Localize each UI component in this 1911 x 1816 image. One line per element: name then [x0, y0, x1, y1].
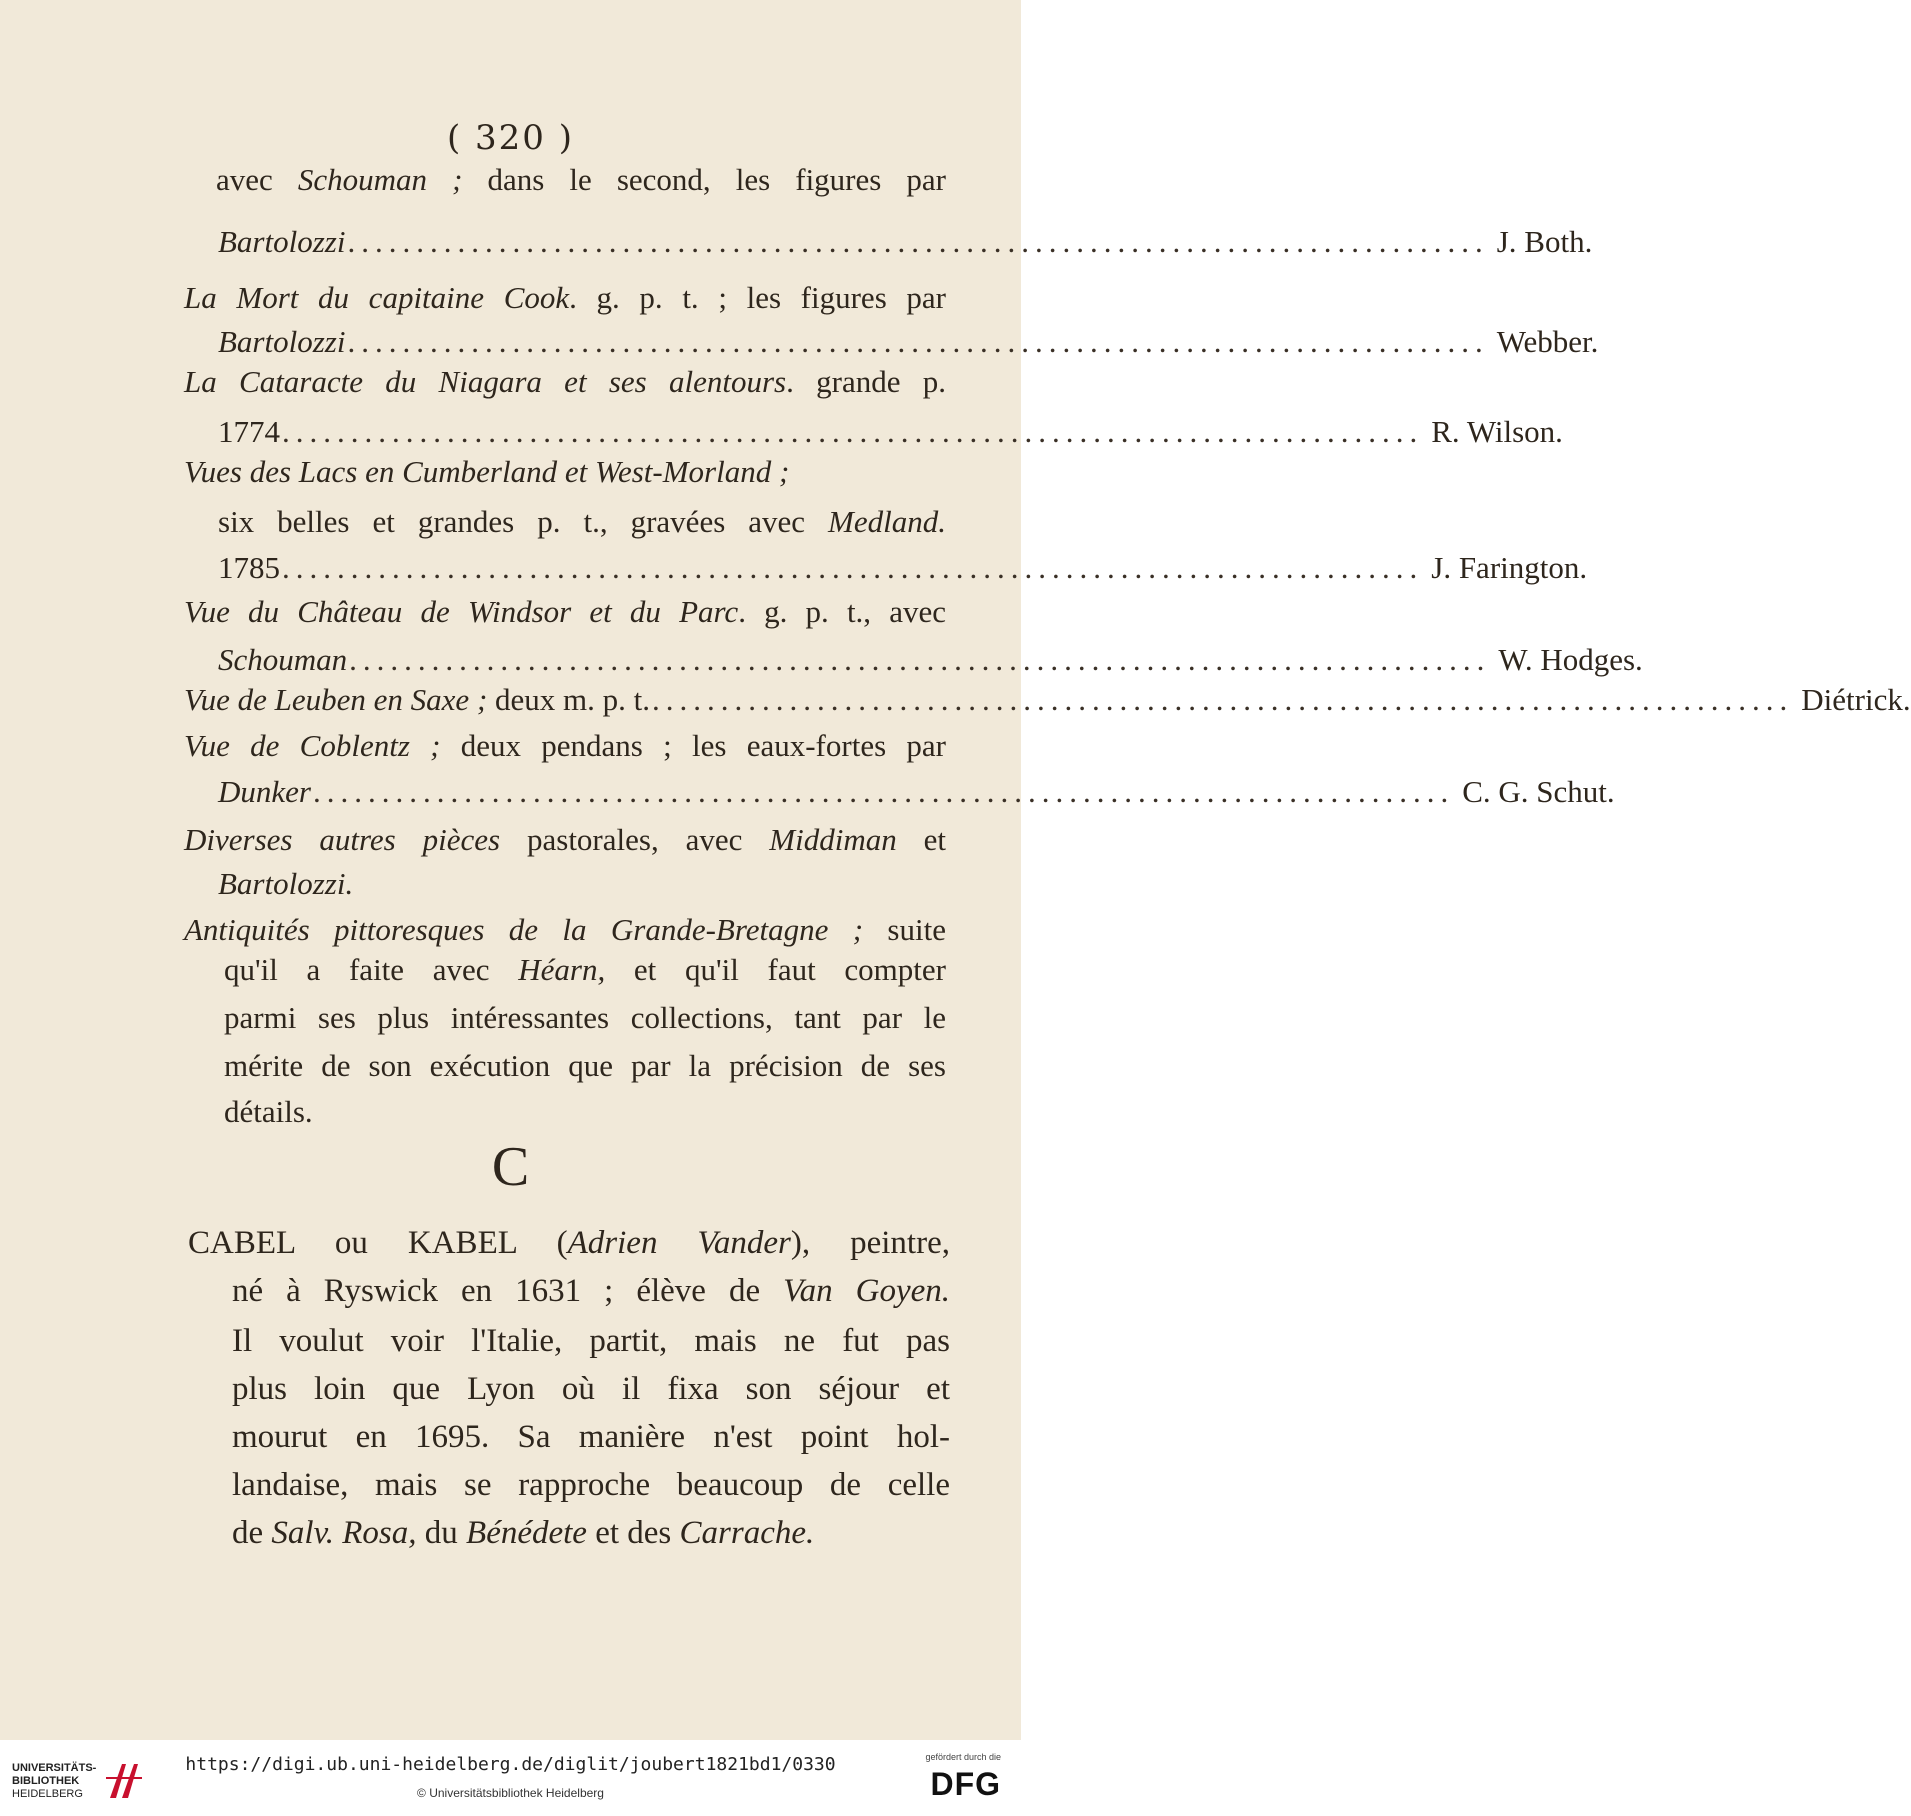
artist-name: Bartolozzi: [218, 224, 346, 259]
bio-line: [232, 1510, 950, 1556]
bio-line: Il voulut voir l'Italie, partit, mais ne fut pas: [232, 1323, 950, 1359]
library-name-line: BIBLIOTHEK: [12, 1775, 80, 1787]
artist-name: Middiman: [769, 822, 897, 857]
artist-name: Bartolozzi: [218, 324, 346, 359]
entry-line: [218, 502, 946, 542]
text-span: dans le second, les figures par: [462, 162, 946, 197]
page-number: ( 320 ): [446, 118, 575, 158]
text-span: pastorales, avec: [500, 822, 770, 857]
dot-leader: ...................................................................................: [349, 642, 1491, 677]
painter-name: J. Both.: [1496, 224, 1593, 259]
entry-line: détails.: [224, 1094, 313, 1129]
year: 1774: [218, 414, 280, 449]
work-title: Diverses autres pièces: [184, 822, 501, 857]
entry-line: [218, 772, 1615, 812]
text-span: CABEL ou KABEL (: [188, 1225, 568, 1261]
entry-line: [184, 452, 946, 492]
work-title: Vues des Lacs en Cumberland et West-Morland ;: [184, 454, 790, 489]
bio-line: plus loin que Lyon où il fixa son séjour et: [232, 1371, 950, 1407]
text-span: avec: [216, 162, 298, 197]
bio-line: [188, 1220, 950, 1266]
text-span: de: [232, 1515, 272, 1551]
artist-name: Salv. Rosa,: [271, 1515, 417, 1551]
text-span: ), peintre,: [790, 1225, 950, 1261]
entry-line: [184, 680, 1911, 720]
entry-line: [224, 950, 946, 990]
artist-name: Schouman ;: [297, 162, 463, 197]
text-span: et: [896, 822, 947, 857]
artist-name: Medland.: [828, 504, 946, 539]
work-title: Vue de Coblentz ;: [184, 728, 441, 763]
dot-leader: ...................................................................................: [347, 324, 1489, 359]
text-span: né à Ryswick en 1631 ; élève de: [232, 1273, 784, 1309]
entry-line: [218, 864, 946, 904]
dfg-logo[interactable]: DFG: [930, 1766, 1001, 1802]
entry-line: [184, 910, 946, 950]
text-span: du: [416, 1515, 467, 1551]
entry-line: parmi ses plus intéressantes collections, tant par le: [224, 1000, 946, 1035]
text-span: et des: [586, 1515, 680, 1551]
work-title: La Mort du capitaine Cook: [184, 280, 570, 315]
work-title: Antiquités pittoresques de la Grande-Bretagne ;: [184, 912, 864, 947]
dot-leader: ...................................................................................: [312, 774, 1455, 809]
artist-name: Carrache.: [679, 1515, 815, 1551]
painter-name: Webber.: [1496, 324, 1599, 359]
year: 1785: [218, 550, 280, 585]
artist-name: Dunker: [218, 774, 311, 809]
bio-line: mourut en 1695. Sa manière n'est point hol-: [232, 1419, 950, 1455]
entry-line: [218, 412, 1563, 452]
painter-name: Diétrick.: [1801, 682, 1911, 717]
artist-name: Van Goyen.: [783, 1273, 950, 1309]
artist-name: Bartolozzi.: [218, 866, 354, 901]
artist-name: Bénédete: [466, 1515, 587, 1551]
dot-leader: ...................................................................................: [652, 682, 1794, 717]
dot-leader: ...................................................................................: [282, 414, 1424, 449]
text-span: deux pendans ; les eaux-fortes par: [440, 728, 946, 763]
text-span: . grande p.: [786, 364, 947, 399]
text-span: suite: [863, 912, 946, 947]
bio-line: landaise, mais se rapproche beaucoup de celle: [232, 1467, 950, 1503]
work-title: Vue de Leuben en Saxe ;: [184, 682, 488, 717]
artist-name: Schouman: [218, 642, 348, 677]
work-title: La Cataracte du Niagara et ses alentours: [184, 364, 787, 399]
painter-name: J. Farington.: [1431, 550, 1588, 585]
painter-name: C. G. Schut.: [1462, 774, 1615, 809]
entry-line: [184, 362, 946, 402]
entry-line: [184, 726, 946, 766]
text-span: six belles et grandes p. t., gravées avec: [218, 504, 829, 539]
work-title: Vue du Château de Windsor et du Parc: [184, 594, 739, 629]
viewer-footer: [0, 1740, 1021, 1816]
dot-leader: ...................................................................................: [282, 550, 1424, 585]
entry-line: [218, 548, 1588, 588]
entry-line: [184, 820, 946, 860]
entry-line: [184, 278, 946, 318]
library-name-line: HEIDELBERG: [12, 1788, 83, 1800]
entry-line: [218, 322, 1599, 362]
section-letter: C: [491, 1136, 530, 1198]
artist-name: Héarn,: [518, 952, 606, 987]
bio-line: [232, 1268, 950, 1314]
library-name-line: UNIVERSITÄTS-: [12, 1762, 97, 1774]
entry-line: [218, 640, 1643, 680]
entry-line: [184, 592, 946, 632]
text-span: . g. p. t., avec: [738, 594, 947, 629]
entry-line: [218, 222, 1593, 262]
copyright-notice: © Universitätsbibliothek Heidelberg: [417, 1786, 604, 1800]
text-span: . g. p. t. ; les figures par: [569, 280, 946, 315]
dot-leader: ...................................................................................: [347, 224, 1489, 259]
permalink-url[interactable]: https://digi.ub.uni-heidelberg.de/diglit/joubert1821bd1/0330: [185, 1754, 836, 1775]
entry-line: [216, 160, 946, 200]
funder-caption: gefördert durch die: [925, 1752, 1001, 1762]
artist-name: Adrien Vander: [567, 1225, 791, 1261]
painter-name: W. Hodges.: [1498, 642, 1643, 677]
entry-line: mérite de son exécution que par la précision de ses: [224, 1048, 946, 1083]
text-span: et qu'il faut compter: [605, 952, 946, 987]
text-span: qu'il a faite avec: [224, 952, 519, 987]
text-span: deux m. p. t.: [487, 682, 651, 717]
painter-name: R. Wilson.: [1431, 414, 1563, 449]
